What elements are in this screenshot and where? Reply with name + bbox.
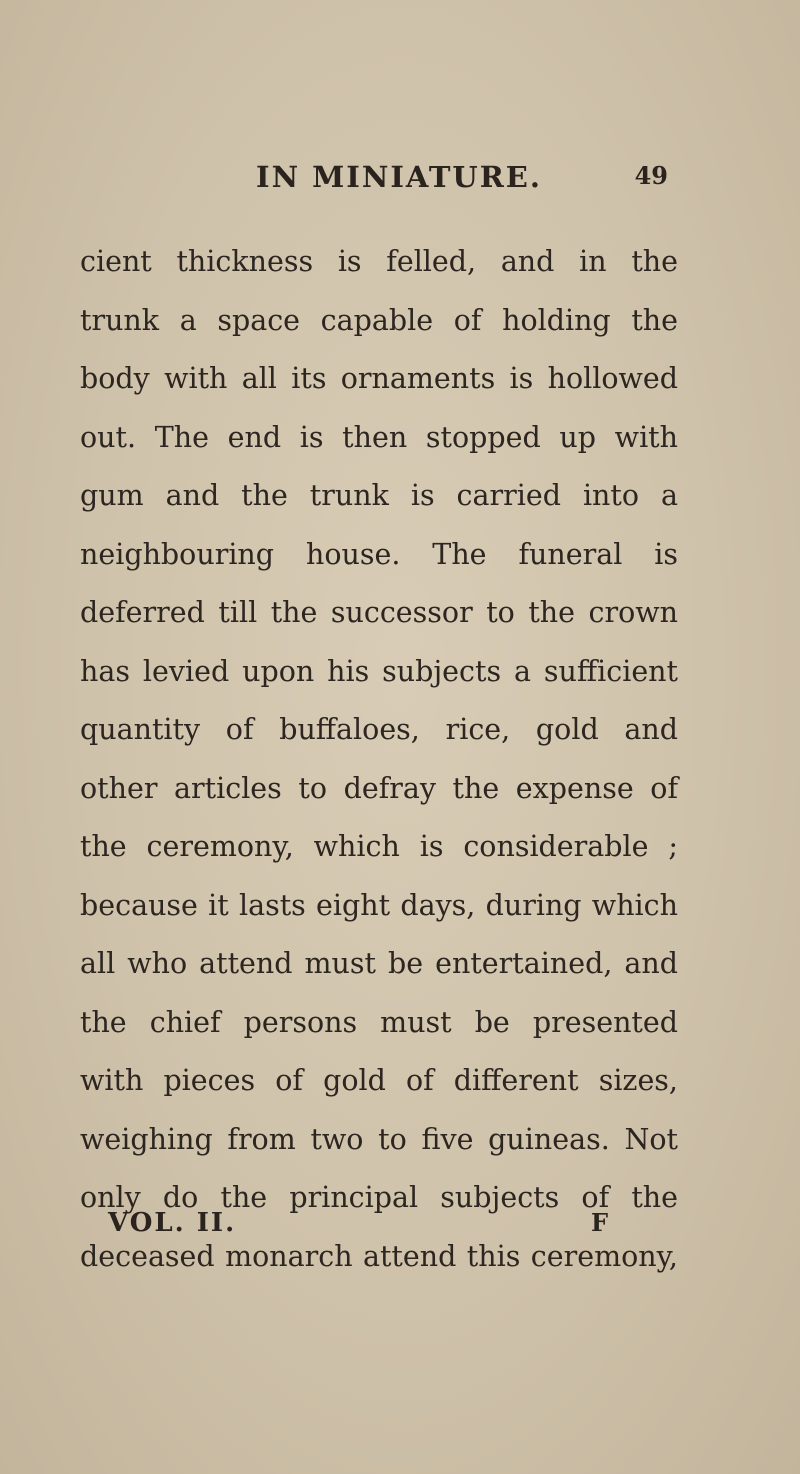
volume-signature: VOL. II. <box>108 1208 237 1238</box>
text-line: quantity of buffaloes, rice, gold and <box>80 713 678 746</box>
text-line: all who attend must be entertained, and <box>80 947 678 980</box>
text-line: neighbouring house. The funeral is <box>80 537 678 571</box>
text-line: because it lasts eight days, during which <box>80 888 678 922</box>
running-head <box>248 160 668 200</box>
text-line: gum and the trunk is carried into a <box>80 479 678 512</box>
text-line: weighing from two to five guineas. Not <box>80 1122 678 1156</box>
text-line: deferred till the successor to the crown <box>80 596 678 629</box>
text-line: trunk a space capable of holding the <box>80 303 678 337</box>
text-line: has levied upon his subjects a sufficient <box>80 654 678 688</box>
text-line: cient thickness is felled, and in the <box>80 245 678 278</box>
text-line: only do the principal subjects of the <box>80 1181 678 1214</box>
text-line: other articles to defray the expense of <box>80 771 678 805</box>
text-line: body with all its ornaments is hollowed <box>80 362 678 395</box>
body-text <box>80 233 678 1286</box>
page-number: 49 <box>634 161 668 190</box>
text-line: out. The end is then stopped up with <box>80 420 678 454</box>
text-line: the ceremony, which is considerable ; <box>80 830 678 863</box>
signature-line <box>80 1208 678 1252</box>
text-line: the chief persons must be presented <box>80 1005 678 1039</box>
text-line: with pieces of gold of different sizes, <box>80 1064 678 1097</box>
text-line: deceased monarch attend this ceremony, <box>80 1239 678 1273</box>
signature-mark: F <box>590 1208 608 1237</box>
running-title: IN MINIATURE. <box>256 160 542 194</box>
